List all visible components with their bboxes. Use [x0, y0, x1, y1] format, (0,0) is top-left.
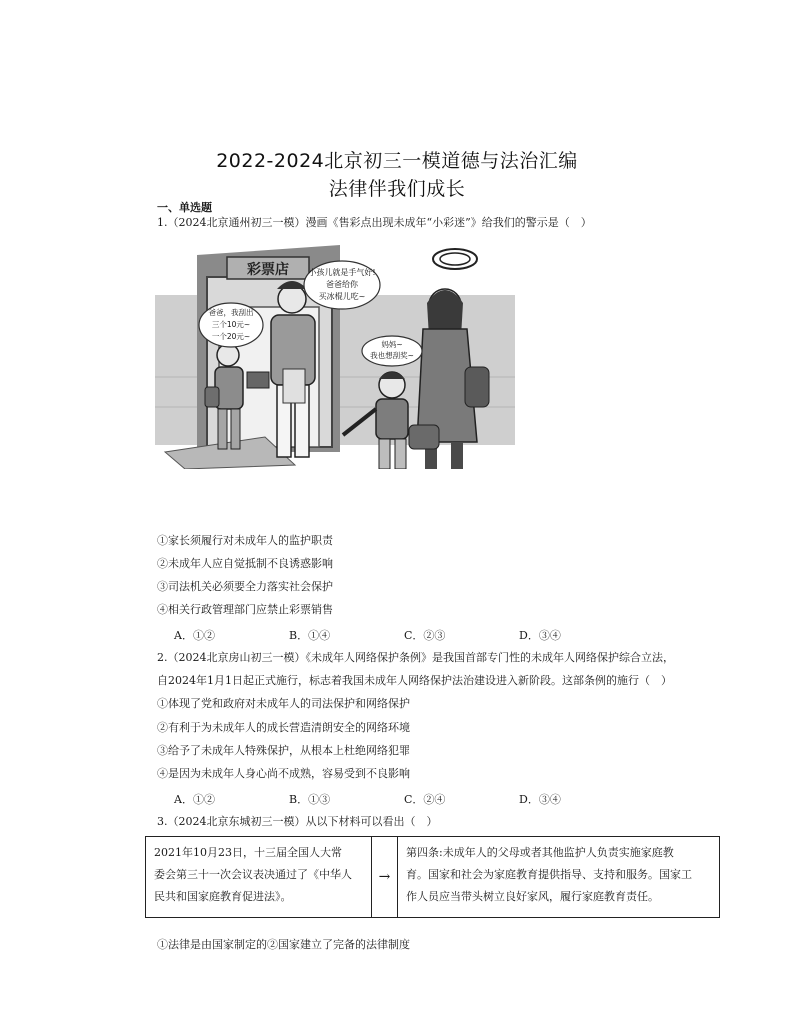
- q1-option-a[interactable]: A．①②: [174, 629, 215, 642]
- q2-item-1: ①体现了党和政府对未成年人的司法保护和网络保护: [157, 697, 410, 710]
- q3-arrow-cell: [372, 837, 398, 917]
- bubble-kid2-line2: 我也想刮奖~: [370, 351, 414, 360]
- q2-option-a[interactable]: A．①②: [174, 793, 215, 806]
- q1-option-b[interactable]: B．①④: [289, 629, 331, 642]
- q2-stem-line1: 2.（2024北京房山初三一模）《未成年人网络保护条例》是我国首部专门性的未成年人网络保护综合立法，: [157, 651, 674, 664]
- document-title: 2022-2024北京初三一模道德与法治汇编: [216, 150, 578, 172]
- q1-item-3: ③司法机关必须要全力落实社会保护: [157, 580, 333, 593]
- q1-item-1: ①家长须履行对未成年人的监护职责: [157, 534, 333, 547]
- bubble-kid1-line1: 爸爸，我刮出: [208, 308, 254, 317]
- lottery-comic-illustration: [155, 237, 515, 469]
- q3-left-line2: 委会第三十一次会议表决通过了《中华人: [154, 868, 352, 881]
- q2-option-d[interactable]: D．③④: [519, 793, 561, 806]
- q1-item-2: ②未成年人应自觉抵制不良诱惑影响: [157, 557, 333, 570]
- q1-item-4: ④相关行政管理部门应禁止彩票销售: [157, 603, 333, 616]
- shop-sign: 彩票店: [247, 262, 289, 278]
- q3-left-line1: 2021年10月23日，十三届全国人大常: [154, 846, 342, 859]
- bubble-father-line3: 买冰棍儿吃~: [318, 292, 366, 301]
- bubble-kid1-line2: 三个10元~: [211, 320, 251, 329]
- q2-stem-line2: 自2024年1月1日起正式施行，标志着我国未成年人网络保护法治建设进入新阶段。这部条例的施行（ ）: [157, 674, 672, 687]
- q2-option-b[interactable]: B．①③: [289, 793, 331, 806]
- q1-option-c[interactable]: C．②③: [404, 629, 446, 642]
- q3-right-line1: 第四条:未成年人的父母或者其他监护人负责实施家庭教: [406, 846, 674, 859]
- q1-options: [174, 627, 654, 643]
- q3-material-table: [145, 836, 720, 918]
- bubble-father-line2: 爸爸给你: [326, 280, 358, 289]
- q3-table-right-cell: [398, 837, 719, 917]
- right-arrow-icon: →: [378, 869, 391, 885]
- q3-right-line2: 育。国家和社会为家庭教育提供指导、支持和服务。国家工: [406, 868, 692, 881]
- bubble-kid2-line1: 妈妈~: [381, 340, 403, 349]
- q2-item-3: ③给予了未成年人特殊保护，从根本上杜绝网络犯罪: [157, 744, 410, 757]
- q3-left-line3: 民共和国家庭教育促进法》。: [154, 890, 292, 903]
- q3-right-line3: 作人员应当带头树立良好家风，履行家庭教育责任。: [406, 890, 659, 903]
- bubble-kid1-line3: 一个20元~: [211, 332, 251, 341]
- document-subtitle: 法律伴我们成长: [328, 178, 466, 200]
- q1-stem: 1.（2024北京通州初三一模）漫画《售彩点出现未成年“小彩迷”》给我们的警示是（ ）: [157, 216, 592, 229]
- bubble-father-line1: 小孩儿就是手气好!: [308, 268, 376, 277]
- q2-item-4: ④是因为未成年人身心尚不成熟，容易受到不良影响: [157, 767, 410, 780]
- q3-stem: 3.（2024北京东城初三一模）从以下材料可以看出（ ）: [157, 815, 438, 828]
- q2-item-2: ②有利于为未成年人的成长营造清朗安全的网络环境: [157, 721, 410, 734]
- section-heading: 一、单选题: [157, 201, 212, 214]
- q1-option-d[interactable]: D．③④: [519, 629, 561, 642]
- q3-table-left-cell: [146, 837, 372, 917]
- q3-item-line: ①法律是由国家制定的②国家建立了完备的法律制度: [157, 938, 410, 951]
- q2-option-c[interactable]: C．②④: [404, 793, 446, 806]
- q2-options: [174, 791, 654, 807]
